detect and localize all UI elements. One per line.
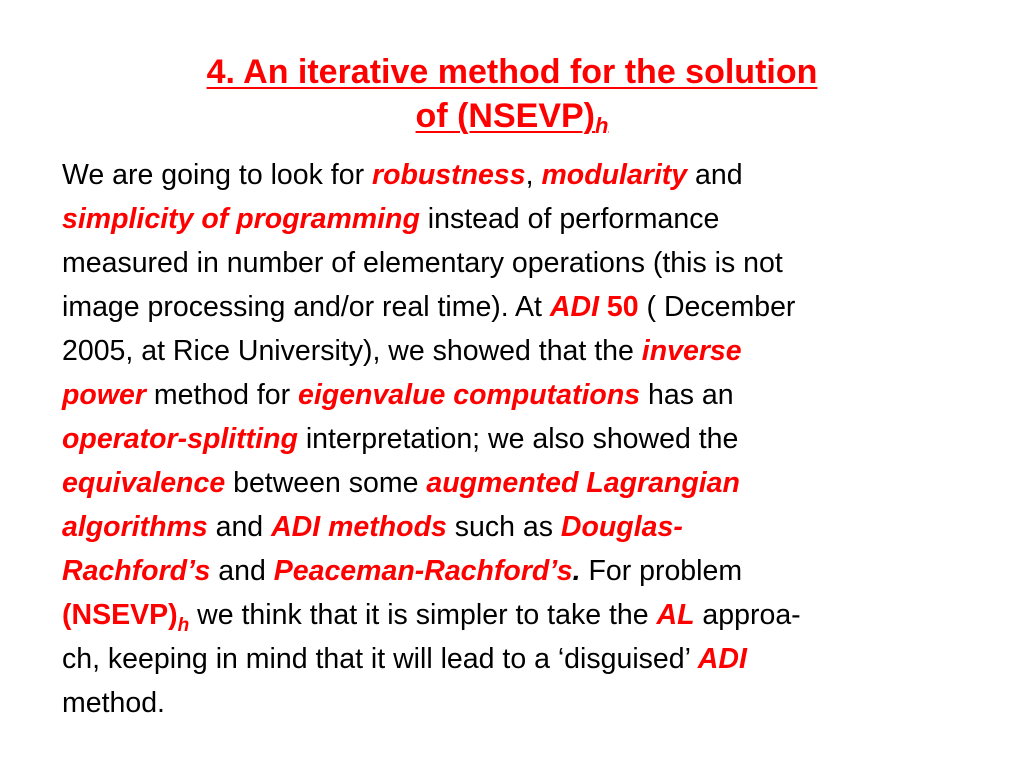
text: measured in number of elementary operations (this is not	[62, 247, 783, 279]
body-line-1	[62, 153, 962, 197]
body-line-10	[62, 549, 962, 593]
text: ,	[525, 159, 542, 191]
text: approa-	[694, 599, 801, 631]
body-paragraph	[62, 153, 962, 725]
term-modularity: modularity	[541, 159, 688, 191]
title-line-2	[0, 94, 1024, 138]
term-adi-methods: ADI methods	[271, 511, 447, 543]
text: For problem	[580, 555, 743, 587]
text: ch, keeping in mind that it will lead to a ‘disguised’	[62, 643, 698, 675]
nsevp-subscript: h	[177, 615, 190, 636]
term-robustness: robustness	[371, 159, 526, 191]
body-line-11	[62, 593, 962, 637]
title-line-1: 4. An iterative method for the solution	[206, 53, 818, 91]
term-power: power	[62, 379, 146, 411]
text: we think that it is simpler to take the	[189, 599, 657, 631]
period: .	[572, 555, 581, 587]
text: method for	[145, 379, 299, 411]
body-line-6	[62, 373, 962, 417]
body-line-9	[62, 505, 962, 549]
term-eigenvalue-computations: eigenvalue computations	[298, 379, 641, 411]
body-line-2	[62, 197, 962, 241]
text: image processing and/or real time). At	[62, 291, 550, 323]
term-algorithms: algorithms	[62, 511, 208, 543]
term-augmented-lagrangian: augmented Lagrangian	[426, 467, 740, 499]
text: between some	[225, 467, 427, 499]
title-subscript: h	[595, 113, 609, 138]
text: 2005, at Rice University), we showed that the	[62, 335, 642, 367]
term-adi: ADI	[549, 291, 599, 323]
term-equivalence: equivalence	[62, 467, 226, 499]
body-line-13	[62, 681, 962, 725]
body-line-8	[62, 461, 962, 505]
text: and	[207, 511, 272, 543]
text: has an	[640, 379, 734, 411]
slide-title	[0, 50, 1024, 138]
text: We are going to look for	[62, 159, 372, 191]
term-adi-number: 50	[599, 291, 639, 323]
text: interpretation; we also showed the	[297, 423, 739, 455]
text: instead of performance	[419, 203, 720, 235]
text: and	[210, 555, 274, 587]
body-line-5	[62, 329, 962, 373]
text: such as	[446, 511, 561, 543]
body-line-7	[62, 417, 962, 461]
body-line-12	[62, 637, 962, 681]
term-al: AL	[656, 599, 695, 631]
term-peaceman-rachfords: Peaceman-Rachford’s	[273, 555, 573, 587]
text: ( December	[638, 291, 796, 323]
term-douglas: Douglas-	[560, 511, 683, 543]
term-simplicity: simplicity of programming	[62, 203, 420, 235]
term-inverse: inverse	[641, 335, 742, 367]
term-adi-final: ADI	[697, 643, 747, 675]
body-line-3	[62, 241, 962, 285]
term-operator-splitting: operator-splitting	[62, 423, 298, 455]
body-line-4	[62, 285, 962, 329]
title-line-2-main: of (NSEVP)	[415, 97, 595, 135]
term-rachfords: Rachford’s	[62, 555, 211, 587]
text: and	[687, 159, 743, 191]
term-nsevp: (NSEVP)	[62, 599, 178, 631]
text: method.	[62, 687, 165, 719]
